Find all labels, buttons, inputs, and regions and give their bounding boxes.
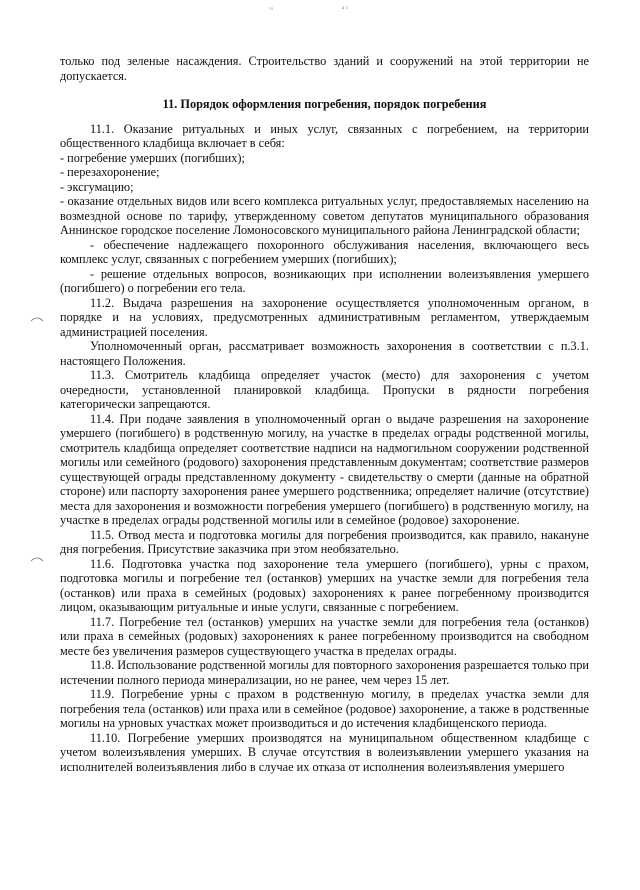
paragraph-11-3: 11.3. Смотритель кладбища определяет участок (место) для захоронения с учетом очередности, установленной планировкой кладбища. Пропуски в рядности погребения категорически запрещаются. [60,368,589,411]
paragraph-11-9: 11.9. Погребение урны с прахом в родственную могилу, в пределах участка земли для погребения тела (останков) или праха или в семейное (родовое) захоронение, а также в родственные могилы на урновых участках может производиться и до истечения кладбищенского периода. [60,687,589,730]
list-item-funeral-service: - обеспечение надлежащего похоронного обслуживания населения, включающего весь комплекс услуг, связанных с погребением умерших (погибших); [60,237,589,266]
paragraph-11-1: 11.1. Оказание ритуальных и иных услуг, связанных с погребением, на территории общественного кладбища включает в себя: [60,121,589,150]
scan-mark-right: ᵃ ᵗ [342,4,348,13]
scan-mark-left: ·◦ [268,4,274,13]
paragraph-11-10: 11.10. Погребение умерших производятся на муниципальном общественном кладбище с учетом волеизъявления умерших. В случае отсутствия в волеизъявлении умершего указания на исполнителей волеизъявления либо в случае их отказа от исполнения волеизъявления умершего [60,730,589,774]
list-item-burial: - погребение умерших (погибших); [60,150,245,165]
paragraph-continuation: только под зеленые насаждения. Строительство зданий и сооружений на этой территории не допускается. [60,54,589,83]
paragraph-11-2: 11.2. Выдача разрешения на захоронение осуществляется уполномоченным органом, в порядке и на условиях, предусмотренных административным регламентом, утверждаемым администрацией поселения. [60,295,589,339]
list-item-exhumation: - эксгумацию; [60,179,134,194]
list-item-reburial: - перезахоронение; [60,165,160,179]
document-body [60,54,589,774]
section-heading: 11. Порядок оформления погребения, порядок погребения [162,97,487,111]
margin-pencil-mark-1 [30,316,44,322]
paragraph-11-5: 11.5. Отвод места и подготовка могилы для погребения производится, как правило, накануне дня погребения. Присутствие заказчика при этом необязательно. [60,527,589,556]
margin-pencil-mark-2 [30,556,44,562]
paragraph-11-6: 11.6. Подготовка участка под захоронение тела умершего (погибшего), урны с прахом, подготовка могилы и погребение тел (останков) умерших на участке земли для погребения тела (останков) или праха в семейных (родовых) захоронениях к ранее погребенному производится лицом, оказывающим ритуальные и иные услуги, связанные с погребением. [60,556,589,614]
paragraph-11-7: 11.7. Погребение тел (останков) умерших на участке земли для погребения тела (останков) или праха в семейных (родовых) захоронениях к ранее погребенному производится на свободном месте без увеличения размеров существующего участка в пределах ограды. [60,614,589,658]
paragraph-11-4: 11.4. При подаче заявления в уполномоченный орган о выдаче разрешения на захоронение умершего (погибшего) в родственную могилу, на участке в пределах ограды родственной могилы, смотритель кладбища определяет соответствие надписи на надмогильном сооружении родственной могилы или семейного (родового) захоронения представленным документам; соответствие размеров существующей ограды представленному документу - свидетельству о смерти (данные на обратной стороне) или паспорту захоронения ранее умершего родственника; определяет наличие (отсутствие) места для захоронения и возможности погребения умершего (погибшего) в родственную могилу, на участке в пределах ограды родственной могилы или в семейное (родовое) захоронение. [60,411,589,527]
paragraph-11-2-continued: Уполномоченный орган, рассматривает возможность захоронения в соответствии с п.3.1. настоящего Положения. [60,339,589,368]
list-item-ritual-services: - оказание отдельных видов или всего комплекса ритуальных услуг, предоставляемых населению на возмездной основе по тарифу, утвержденному советом депутатов муниципального образования Аннинское городское поселение Ломоносовского муниципального района Ленинградской области; [60,194,589,237]
list-item-will-execution: - решение отдельных вопросов, возникающих при исполнении волеизъявления умершего (погибшего) о погребении его тела. [60,266,589,295]
paragraph-11-8: 11.8. Использование родственной могилы для повторного захоронения разрешается только при истечении полного периода минерализации, но не ранее, чем через 15 лет. [60,658,589,687]
